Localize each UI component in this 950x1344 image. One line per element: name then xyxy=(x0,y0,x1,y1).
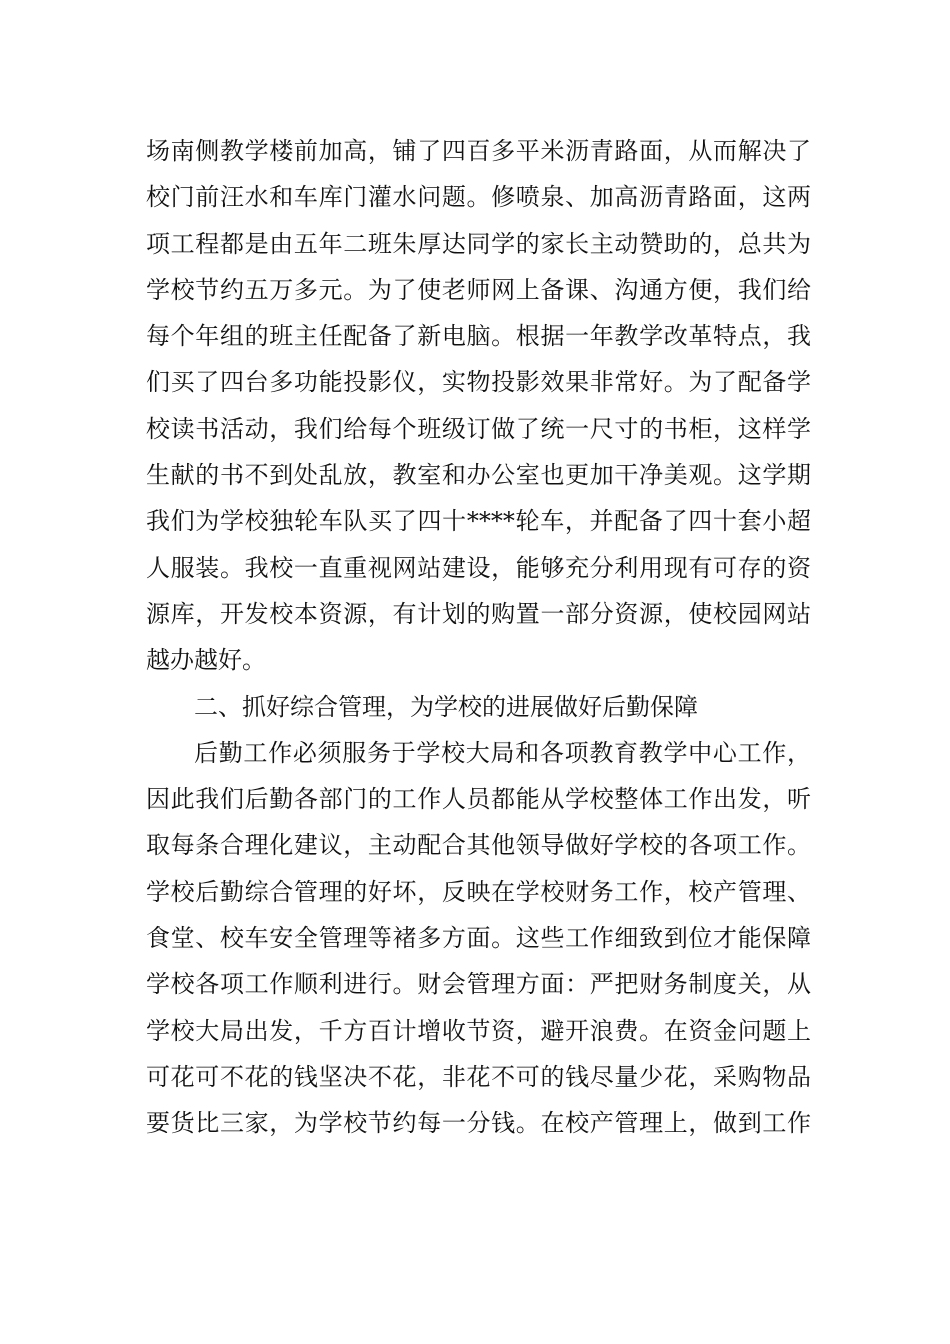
text-line: 校读书活动，我们给每个班级订做了统一尺寸的书柜，这样学 xyxy=(146,414,811,443)
text-line: 要货比三家，为学校节约每一分钱。在校产管理上，做到工作 xyxy=(146,1109,811,1138)
text-line: 场南侧教学楼前加高，铺了四百多平米沥青路面，从而解决了 xyxy=(146,137,811,165)
body-text xyxy=(146,128,811,1147)
text-line: 食堂、校车安全管理等褚多方面。这些工作细致到位才能保障 xyxy=(146,924,811,953)
text-line: 可花可不花的钱坚决不花，非花不可的钱尽量少花，采购物品 xyxy=(146,1062,811,1091)
text-line: 人服装。我校一直重视网站建设，能够充分利用现有可存的资 xyxy=(146,553,811,582)
text-line: 每个年组的班主任配备了新电脑。根据一年教学改革特点，我 xyxy=(146,322,811,351)
text-line: 后勤工作必须服务于学校大局和各项教育教学中心工作， xyxy=(194,738,811,767)
text-line: 越办越好。 xyxy=(146,646,266,675)
text-line: 们买了四台多功能投影仪，实物投影效果非常好。为了配备学 xyxy=(146,368,811,397)
text-line: 生献的书不到处乱放，教室和办公室也更加干净美观。这学期 xyxy=(146,461,811,490)
text-line: 学校大局出发，千方百计增收节资，避开浪费。在资金问题上 xyxy=(146,1016,811,1045)
paragraph-1 xyxy=(146,128,811,684)
text-line: 因此我们后勤各部门的工作人员都能从学校整体工作出发，听 xyxy=(146,785,811,814)
text-line: 学校各项工作顺利进行。财会管理方面：严把财务制度关，从 xyxy=(146,970,811,999)
text-line: 我们为学校独轮车队买了四十****轮车，并配备了四十套小超 xyxy=(146,507,811,536)
text-line: 校门前汪水和车库门灌水问题。修喷泉、加高沥青路面，这两 xyxy=(146,183,811,212)
section-heading: 二、抓好综合管理，为学校的进展做好后勤保障 xyxy=(194,692,698,721)
text-line: 项工程都是由五年二班朱厚达同学的家长主动赞助的，总共为 xyxy=(146,229,811,258)
paragraph-2 xyxy=(146,730,811,1147)
text-line: 源库，开发校本资源，有计划的购置一部分资源，使校园网站 xyxy=(146,599,811,628)
text-line: 取每条合理化建议，主动配合其他领导做好学校的各项工作。 xyxy=(146,831,811,860)
text-line: 学校节约五万多元。为了使老师网上备课、沟通方便，我们给 xyxy=(146,275,811,304)
text-line: 学校后勤综合管理的好坏，反映在学校财务工作，校产管理、 xyxy=(146,877,811,906)
